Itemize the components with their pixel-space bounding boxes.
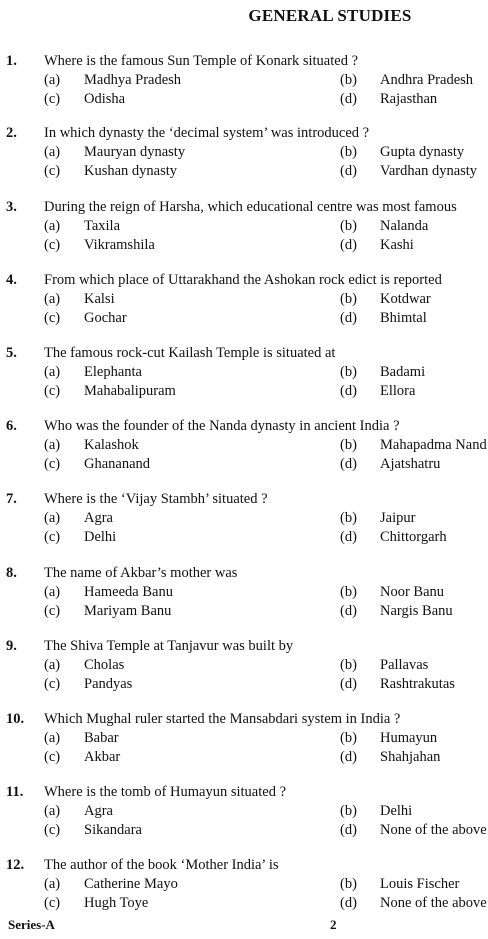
option-text: Mariyam Banu	[84, 603, 172, 619]
option-label: (d)	[340, 603, 357, 619]
question-text: During the reign of Harsha, which educational centre was most famous	[44, 199, 457, 215]
question-number: 12.	[6, 857, 25, 873]
option-b	[340, 363, 425, 382]
option-c	[44, 748, 120, 767]
option-a	[44, 363, 142, 382]
option-text: Gupta dynasty	[380, 144, 465, 160]
question-8	[0, 564, 488, 624]
series-label: Series-A	[8, 917, 55, 932]
option-text: Hameeda Banu	[84, 584, 173, 600]
option-c	[44, 602, 171, 621]
option-c	[44, 162, 177, 181]
question-text: The famous rock-cut Kailash Temple is situated at	[44, 345, 336, 361]
option-text: Elephanta	[84, 364, 142, 380]
question-text: The author of the book ‘Mother India’ is	[44, 857, 279, 873]
option-label: (d)	[340, 895, 357, 911]
option-label: (a)	[44, 876, 61, 892]
question-10	[0, 710, 488, 770]
option-text: Sikandara	[84, 822, 142, 838]
option-label: (c)	[44, 163, 61, 179]
question-text: Where is the ‘Vijay Stambh’ situated ?	[44, 491, 268, 507]
option-b	[340, 875, 459, 894]
option-d	[340, 455, 440, 474]
question-text: The Shiva Temple at Tanjavur was built by	[44, 638, 294, 654]
option-d	[340, 675, 455, 694]
option-text: Ajatshatru	[380, 456, 441, 472]
option-d	[340, 309, 427, 328]
question-11	[0, 783, 488, 843]
option-label: (d)	[340, 822, 357, 838]
option-text: Pallavas	[380, 657, 429, 673]
option-label: (b)	[340, 584, 357, 600]
question-number: 6.	[6, 418, 17, 434]
question-text: From which place of Uttarakhand the Ashokan rock edict is reported	[44, 272, 442, 288]
option-label: (b)	[340, 291, 357, 307]
question-number: 2.	[6, 125, 17, 141]
option-c	[44, 894, 148, 913]
question-5	[0, 344, 488, 404]
option-text: Pandyas	[84, 676, 133, 692]
option-label: (a)	[44, 72, 61, 88]
option-c	[44, 675, 132, 694]
option-text: Noor Banu	[380, 584, 445, 600]
question-number: 3.	[6, 199, 17, 215]
option-label: (d)	[340, 676, 357, 692]
option-label: (a)	[44, 803, 61, 819]
question-text: Who was the founder of the Nanda dynasty in ancient India ?	[44, 418, 400, 434]
option-a	[44, 802, 113, 821]
option-label: (d)	[340, 383, 357, 399]
option-text: Catherine Mayo	[84, 876, 178, 892]
option-a	[44, 729, 119, 748]
page-title: GENERAL STUDIES	[248, 6, 412, 25]
option-label: (c)	[44, 895, 61, 911]
option-c	[44, 455, 150, 474]
option-label: (d)	[340, 163, 357, 179]
option-text: Badami	[380, 364, 426, 380]
page-number: 2	[330, 917, 337, 932]
option-text: Kotdwar	[380, 291, 431, 307]
option-b	[340, 71, 473, 90]
option-text: Chittorgarh	[380, 529, 447, 545]
option-text: Agra	[84, 803, 113, 819]
option-text: Nargis Banu	[380, 603, 453, 619]
option-d	[340, 748, 440, 767]
option-a	[44, 583, 173, 602]
option-d	[340, 382, 415, 401]
option-text: Kalsi	[84, 291, 115, 307]
option-text: Hugh Toye	[84, 895, 149, 911]
question-text: In which dynasty the ‘decimal system’ was introduced ?	[44, 125, 370, 141]
option-label: (a)	[44, 144, 61, 160]
option-b	[340, 729, 437, 748]
option-c	[44, 821, 142, 840]
option-text: Madhya Pradesh	[84, 72, 182, 88]
option-label: (b)	[340, 72, 357, 88]
question-number: 11.	[6, 784, 24, 800]
option-text: Humayun	[380, 730, 438, 746]
option-label: (d)	[340, 456, 357, 472]
option-label: (c)	[44, 822, 61, 838]
option-d	[340, 821, 487, 840]
option-d	[340, 236, 414, 255]
option-a	[44, 71, 181, 90]
option-text: Ghananand	[84, 456, 151, 472]
option-c	[44, 90, 125, 109]
option-text: Louis Fischer	[380, 876, 460, 892]
option-c	[44, 236, 155, 255]
option-label: (c)	[44, 456, 61, 472]
question-7	[0, 490, 488, 550]
option-label: (d)	[340, 310, 357, 326]
option-label: (a)	[44, 218, 61, 234]
option-label: (a)	[44, 437, 61, 453]
option-a	[44, 875, 178, 894]
question-12	[0, 856, 488, 916]
option-text: Mahabalipuram	[84, 383, 176, 399]
option-text: Mauryan dynasty	[84, 144, 186, 160]
option-label: (a)	[44, 584, 61, 600]
option-b	[340, 436, 487, 455]
question-2	[0, 124, 488, 184]
option-text: Rashtrakutas	[380, 676, 455, 692]
option-label: (d)	[340, 529, 357, 545]
option-text: Agra	[84, 510, 113, 526]
option-text: Cholas	[84, 657, 125, 673]
question-1	[0, 52, 488, 112]
option-label: (a)	[44, 291, 61, 307]
option-a	[44, 509, 113, 528]
option-label: (c)	[44, 676, 61, 692]
option-text: Ellora	[380, 383, 416, 399]
option-label: (c)	[44, 529, 61, 545]
question-number: 7.	[6, 491, 17, 507]
option-a	[44, 656, 124, 675]
option-text: Kushan dynasty	[84, 163, 178, 179]
option-label: (b)	[340, 876, 357, 892]
option-text: Bhimtal	[380, 310, 427, 326]
option-b	[340, 802, 412, 821]
option-label: (c)	[44, 91, 61, 107]
option-text: Akbar	[84, 749, 121, 765]
option-b	[340, 509, 415, 528]
option-b	[340, 290, 431, 309]
option-text: Rajasthan	[380, 91, 438, 107]
question-number: 5.	[6, 345, 17, 361]
question-text: The name of Akbar’s mother was	[44, 565, 238, 581]
option-text: Nalanda	[380, 218, 429, 234]
question-number: 9.	[6, 638, 17, 654]
option-label: (b)	[340, 364, 357, 380]
option-label: (b)	[340, 144, 357, 160]
option-b	[340, 583, 444, 602]
option-text: Odisha	[84, 91, 126, 107]
option-label: (a)	[44, 510, 61, 526]
option-label: (c)	[44, 237, 61, 253]
option-text: Kashi	[380, 237, 414, 253]
question-number: 1.	[6, 53, 17, 69]
option-label: (c)	[44, 383, 61, 399]
option-text: Kalashok	[84, 437, 139, 453]
question-4	[0, 271, 488, 331]
option-label: (d)	[340, 237, 357, 253]
option-text: Delhi	[84, 529, 117, 545]
option-a	[44, 217, 120, 236]
option-a	[44, 143, 185, 162]
option-text: Andhra Pradesh	[380, 72, 474, 88]
option-text: Shahjahan	[380, 749, 441, 765]
option-label: (d)	[340, 749, 357, 765]
option-text: Babar	[84, 730, 119, 746]
option-d	[340, 90, 437, 109]
question-9	[0, 637, 488, 697]
option-text: Delhi	[380, 803, 413, 819]
option-c	[44, 309, 127, 328]
option-d	[340, 528, 447, 547]
option-d	[340, 602, 453, 621]
question-text: Where is the famous Sun Temple of Konark situated ?	[44, 53, 359, 69]
option-b	[340, 656, 428, 675]
option-label: (b)	[340, 510, 357, 526]
question-number: 10.	[6, 711, 25, 727]
option-a	[44, 436, 139, 455]
question-number: 8.	[6, 565, 17, 581]
option-b	[340, 217, 428, 236]
question-text: Where is the tomb of Humayun situated ?	[44, 784, 287, 800]
option-label: (c)	[44, 603, 61, 619]
option-label: (a)	[44, 730, 61, 746]
option-text: None of the above	[380, 822, 487, 838]
option-d	[340, 894, 487, 913]
option-label: (b)	[340, 657, 357, 673]
option-c	[44, 528, 116, 547]
option-label: (c)	[44, 749, 61, 765]
option-label: (b)	[340, 218, 357, 234]
option-text: Gochar	[84, 310, 127, 326]
option-text: Jaipur	[380, 510, 416, 526]
option-text: Mahapadma Nand	[380, 437, 487, 453]
option-c	[44, 382, 176, 401]
option-text: Vikramshila	[84, 237, 155, 253]
option-text: None of the above	[380, 895, 487, 911]
option-label: (b)	[340, 730, 357, 746]
option-b	[340, 143, 464, 162]
option-label: (a)	[44, 657, 61, 673]
option-text: Vardhan dynasty	[380, 163, 478, 179]
option-d	[340, 162, 477, 181]
question-6	[0, 417, 488, 477]
question-number: 4.	[6, 272, 17, 288]
question-text: Which Mughal ruler started the Mansabdari system in India ?	[44, 711, 401, 727]
option-text: Taxila	[84, 218, 121, 234]
option-label: (d)	[340, 91, 357, 107]
option-label: (b)	[340, 803, 357, 819]
question-3	[0, 198, 488, 258]
option-label: (c)	[44, 310, 61, 326]
option-label: (b)	[340, 437, 357, 453]
option-label: (a)	[44, 364, 61, 380]
option-a	[44, 290, 115, 309]
